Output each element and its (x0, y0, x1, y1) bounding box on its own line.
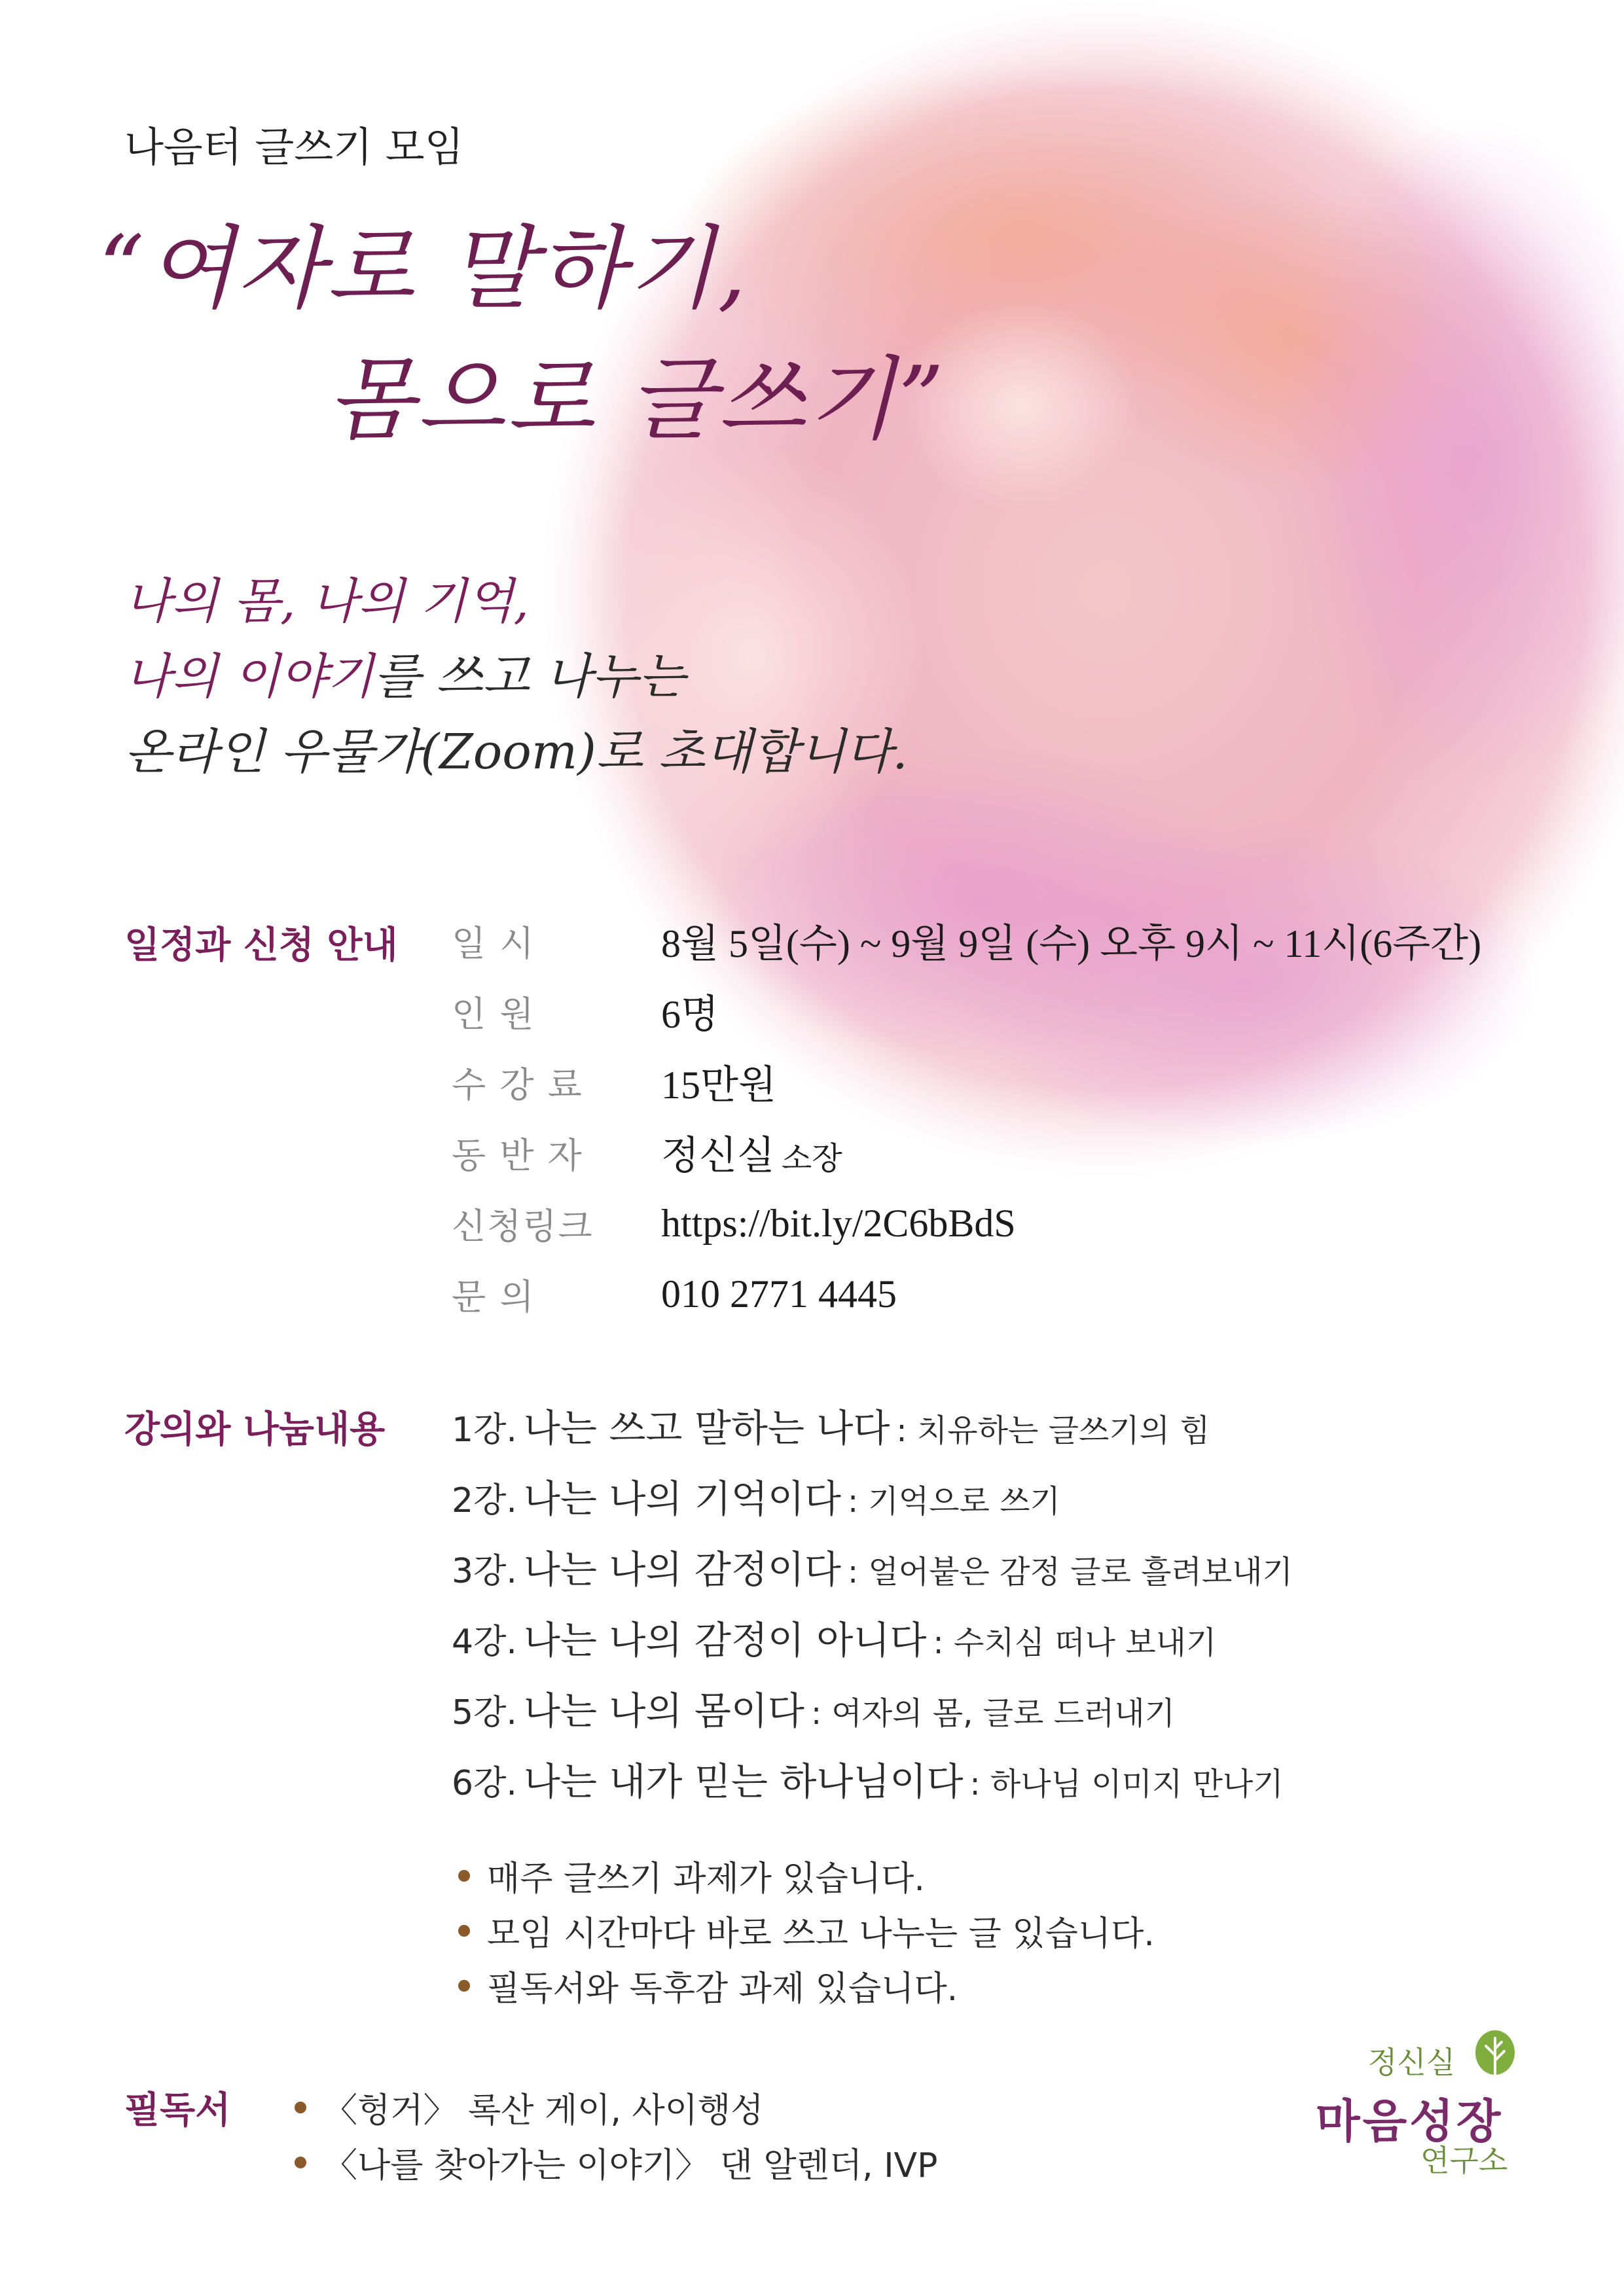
lecture-title: 나는 나의 몸이다 (523, 1689, 804, 1733)
schedule-label: 인 원 (452, 993, 535, 1035)
books-heading: 필독서 (124, 2089, 231, 2132)
note-item (458, 1961, 958, 2010)
intro-line-1: 나의 몸, 나의 기억, (124, 573, 529, 630)
logo-main-text: 마음성장 (1316, 2094, 1504, 2148)
bullet-icon (458, 1925, 470, 1937)
schedule-label: 동 반 자 (452, 1134, 583, 1176)
lecture-title: 나는 쓰고 말하는 나다 (523, 1406, 890, 1450)
companion-title: 소장 (781, 1140, 842, 1177)
bullet-icon (295, 2157, 306, 2168)
note-item (458, 1906, 1155, 1955)
schedule-label: 수 강 료 (452, 1064, 583, 1105)
lecture-number: 1강. (452, 1410, 517, 1450)
schedule-value (661, 1124, 842, 1181)
schedule-row-companion (452, 1117, 842, 1188)
event-title-line-2: 몸으로 글쓰기” (327, 347, 947, 452)
lecture-title: 나는 내가 믿는 하나님이다 (523, 1759, 964, 1804)
lecture-item (452, 1751, 1284, 1821)
note-text: 매주 글쓰기 과제가 있습니다. (487, 1859, 925, 1899)
lecture-number: 4강. (452, 1623, 517, 1662)
schedule-label: 일 시 (452, 922, 535, 964)
lecture-item (452, 1680, 1175, 1751)
book-text: 〈헝거〉 록산 게이, 사이행성 (323, 2091, 764, 2130)
book-text: 〈나를 찾아가는 이야기〉 댄 알렌더, IVP (323, 2146, 938, 2185)
schedule-row-fee (452, 1047, 776, 1117)
note-text: 모임 시간마다 바로 쓰고 나누는 글 있습니다. (487, 1914, 1155, 1954)
lecture-subtitle: : 얼어붙은 감정 글로 흘려보내기 (847, 1554, 1293, 1590)
schedule-heading: 일정과 신청 안내 (124, 924, 398, 967)
lecture-number: 3강. (452, 1552, 517, 1591)
schedule-row-contact (452, 1259, 897, 1329)
intro-line-3: 온라인 우물가(Zoom)로 초대합니다. (124, 724, 908, 780)
book-item (295, 2138, 937, 2187)
schedule-value: 15만원 (661, 1064, 776, 1107)
lecture-subtitle: : 기억으로 쓰기 (847, 1483, 1060, 1520)
lecture-title: 나는 나의 감정이 아니다 (523, 1618, 927, 1662)
lecture-item (452, 1468, 1060, 1539)
intro-line-2-highlight: 나의 이야기 (124, 649, 374, 705)
bullet-icon (458, 1870, 470, 1882)
contact-phone: 010 2771 4445 (661, 1272, 897, 1316)
intro-line-2 (124, 638, 685, 708)
logo-top-text: 정신실 (1368, 2045, 1456, 2080)
lecture-subtitle: : 여자의 몸, 글로 드러내기 (810, 1695, 1176, 1732)
lecture-number: 6강. (452, 1764, 517, 1803)
lecture-title: 나는 나의 기억이다 (523, 1477, 841, 1521)
note-item (458, 1851, 925, 1900)
lecture-item (452, 1609, 1216, 1680)
schedule-label: 문 의 (452, 1276, 535, 1318)
book-item (295, 2083, 763, 2132)
logo-bottom-text: 연구소 (1420, 2143, 1508, 2178)
schedule-row-date (452, 905, 1481, 976)
lecture-item (452, 1397, 1210, 1468)
bullet-icon (295, 2102, 306, 2113)
lecture-title: 나는 나의 감정이다 (523, 1547, 841, 1592)
schedule-row-link (452, 1188, 1016, 1259)
bullet-icon (458, 1980, 470, 1992)
lecture-item (452, 1539, 1293, 1609)
companion-name: 정신실 (661, 1134, 775, 1177)
note-text: 필독서와 독후감 과제 있습니다. (487, 1969, 958, 2009)
schedule-row-capacity (452, 976, 719, 1047)
lecture-number: 2강. (452, 1481, 517, 1520)
signup-link[interactable]: https://bit.ly/2C6bBdS (661, 1201, 1016, 1245)
lecture-subtitle: : 치유하는 글쓰기의 힘 (896, 1412, 1210, 1449)
intro-line-2-rest: 를 쓰고 나누는 (373, 649, 685, 705)
organization-logo (1316, 2019, 1532, 2178)
lecture-number: 5강. (452, 1693, 517, 1732)
lectures-heading: 강의와 나눔내용 (124, 1408, 386, 1451)
event-subtitle: 나음터 글쓰기 모임 (124, 123, 464, 171)
schedule-value: 6명 (661, 993, 719, 1036)
schedule-value: 8월 5일(수) ~ 9월 9일 (수) 오후 9시 ~ 11시(6주간) (661, 922, 1482, 965)
schedule-label: 신청링크 (452, 1205, 594, 1247)
lecture-subtitle: : 하나님 이미지 만나기 (969, 1766, 1284, 1803)
event-title-line-1: “여자로 말하기, (98, 216, 749, 321)
lecture-subtitle: : 수치심 떠나 보내기 (933, 1624, 1217, 1661)
leaf-icon (1473, 2029, 1517, 2080)
